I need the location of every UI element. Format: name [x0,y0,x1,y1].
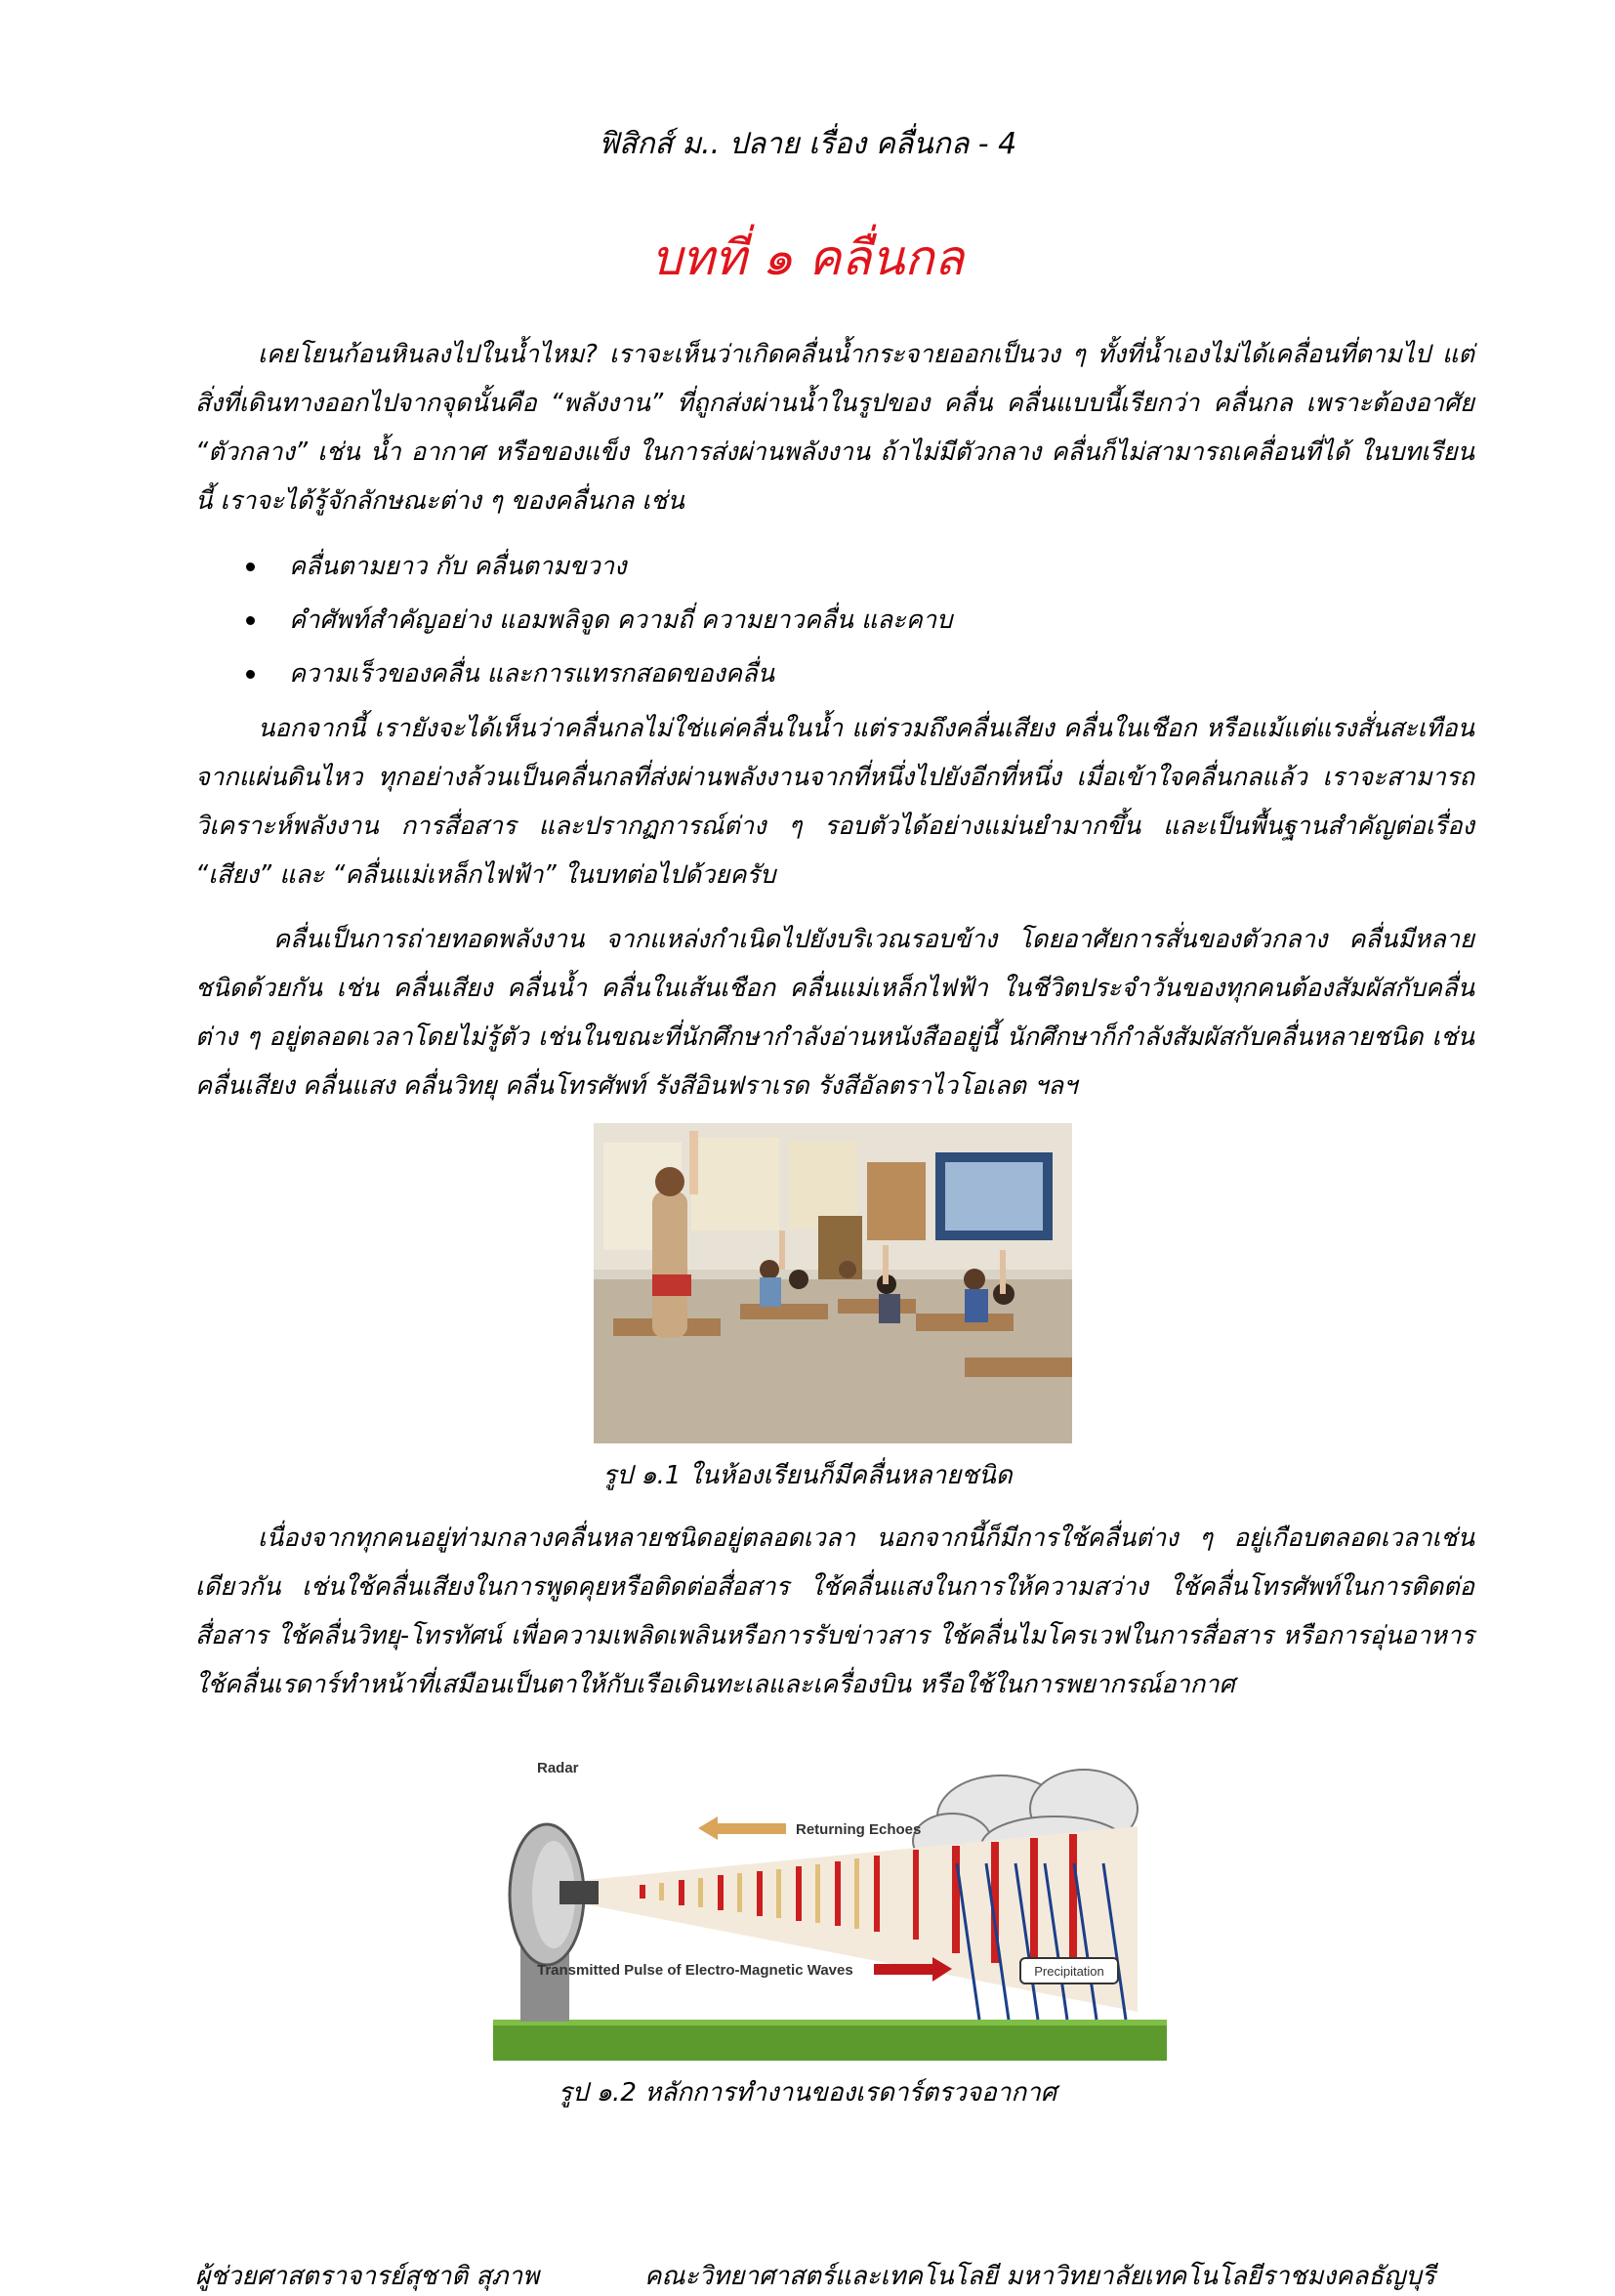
returning-echoes-label: Returning Echoes [796,1821,922,1838]
figure-1-caption: รูป ๑.1 ในห้องเรียนก็มีคลื่นหลายชนิด [602,1461,1013,1490]
figure-2-caption: รูป ๑.2 หลักการทำงานของเรดาร์ตรวจอากาศ [558,2078,1057,2108]
intro-paragraph: เคยโยนก้อนหินลงไปในน้ำไหม? เราจะเห็นว่าเกิดคลื่นน้ำกระจายออกเป็นวง ๆ ทั้งที่น้ำเองไม่ได้เคลื่อนที่ตามไป แต่สิ่งที่เดินทางออกไปจากจุดนั้นคือ “พลังงาน” ที่ถูกส่งผ่านน้ำในรูปของ คลื่น คลื่นแบบนี้เรียกว่า คลื่นกล เพราะต้องอาศัย “ตัวกลาง” เช่น น้ำ อากาศ หรือของแข็ง ในการส่งผ่านพลังงาน ถ้าไม่มีตัวกลาง คลื่นก็ไม่สามารถเคลื่อนที่ได้ ในบทเรียนนี้ เราจะได้รู้จักลักษณะต่าง ๆ ของคลื่นกล เช่น [195,340,1474,516]
bullet-icon [246,670,255,679]
page-header: ฟิสิกส์ ม.. ปลาย เรื่อง คลื่นกล - 4 [598,127,1017,161]
list-item: คำศัพท์สำคัญอย่าง แอมพลิจูด ความถี่ ความยาวคลื่น และคาบ [195,594,1465,647]
precipitation-label: Precipitation [1034,1964,1104,1979]
transmitted-pulse-label: Transmitted Pulse of Electro-Magnetic Waves [537,1962,853,1979]
bullet-icon [246,616,255,625]
footer-author: ผู้ช่วยศาสตราจารย์สุชาติ สุภาพ [195,2262,540,2291]
list-item: ความเร็วของคลื่น และการแทรกสอดของคลื่น [195,647,1465,701]
topic-list [195,540,1465,701]
paragraph-2: นอกจากนี้ เรายังจะได้เห็นว่าคลื่นกลไม่ใช่แค่คลื่นในน้ำ แต่รวมถึงคลื่นเสียง คลื่นในเชือก หรือแม้แต่แรงสั่นสะเทือนจากแผ่นดินไหว ทุกอย่างล้วนเป็นคลื่นกลที่ส่งผ่านพลังงานจากที่หนึ่งไปยังอีกที่หนึ่ง เมื่อเข้าใจคลื่นกลแล้ว เราจะสามารถวิเคราะห์พลังงาน การสื่อสาร และปรากฏการณ์ต่าง ๆ รอบตัวได้อย่างแม่นยำมากขึ้น และเป็นพื้นฐานสำคัญต่อเรื่อง “เสียง” และ “คลื่นแม่เหล็กไฟฟ้า” ในบทต่อไปด้วยครับ [195,714,1474,890]
paragraph-3: คลื่นเป็นการถ่ายทอดพลังงาน จากแหล่งกำเนิดไปยังบริเวณรอบข้าง โดยอาศัยการสั่นของตัวกลาง คลื่นมีหลายชนิดด้วยกัน เช่น คลื่นเสียง คลื่นน้ำ คลื่นในเส้นเชือก คลื่นแม่เหล็กไฟฟ้า ในชีวิตประจำวันของทุกคนต้องสัมผัสกับคลื่นต่าง ๆ อยู่ตลอดเวลาโดยไม่รู้ตัว เช่นในขณะที่นักศึกษากำลังอ่านหนังสืออยู่นี้ นักศึกษาก็กำลังสัมผัสกับคลื่นหลายชนิด เช่น คลื่นเสียง คลื่นแสง คลื่นวิทยุ คลื่นโทรศัพท์ รังสีอินฟราเรด รังสีอัลตราไวโอเลต ฯลฯ [195,925,1474,1101]
list-item: คลื่นตามยาว กับ คลื่นตามขวาง [195,540,1465,594]
classroom-photo [594,1123,1072,1443]
bullet-icon [246,563,255,571]
radar-diagram [493,1748,1167,2061]
chapter-title: บทที่ ๑ คลื่นกล [650,230,965,286]
paragraph-4: เนื่องจากทุกคนอยู่ท่ามกลางคลื่นหลายชนิดอยู่ตลอดเวลา นอกจากนี้ก็มีการใช้คลื่นต่าง ๆ อยู่เกือบตลอดเวลาเช่นเดียวกัน เช่นใช้คลื่นเสียงในการพูดคุยหรือติดต่อสื่อสาร ใช้คลื่นแสงในการให้ความสว่าง ใช้คลื่นโทรศัพท์ในการติดต่อสื่อสาร ใช้คลื่นวิทยุ-โทรทัศน์ เพื่อความเพลิดเพลินหรือการรับข่าวสาร ใช้คลื่นไมโครเวฟในการสื่อสาร หรือการอุ่นอาหาร ใช้คลื่นเรดาร์ทำหน้าที่เสมือนเป็นตาให้กับเรือเดินทะเลและเครื่องบิน หรือใช้ในการพยากรณ์อากาศ [195,1524,1474,1699]
radar-label: Radar [537,1760,579,1776]
footer-institution: คณะวิทยาศาสตร์และเทคโนโลยี มหาวิทยาลัยเทคโนโลยีราชมงคลธัญบุรี [644,2262,1435,2291]
